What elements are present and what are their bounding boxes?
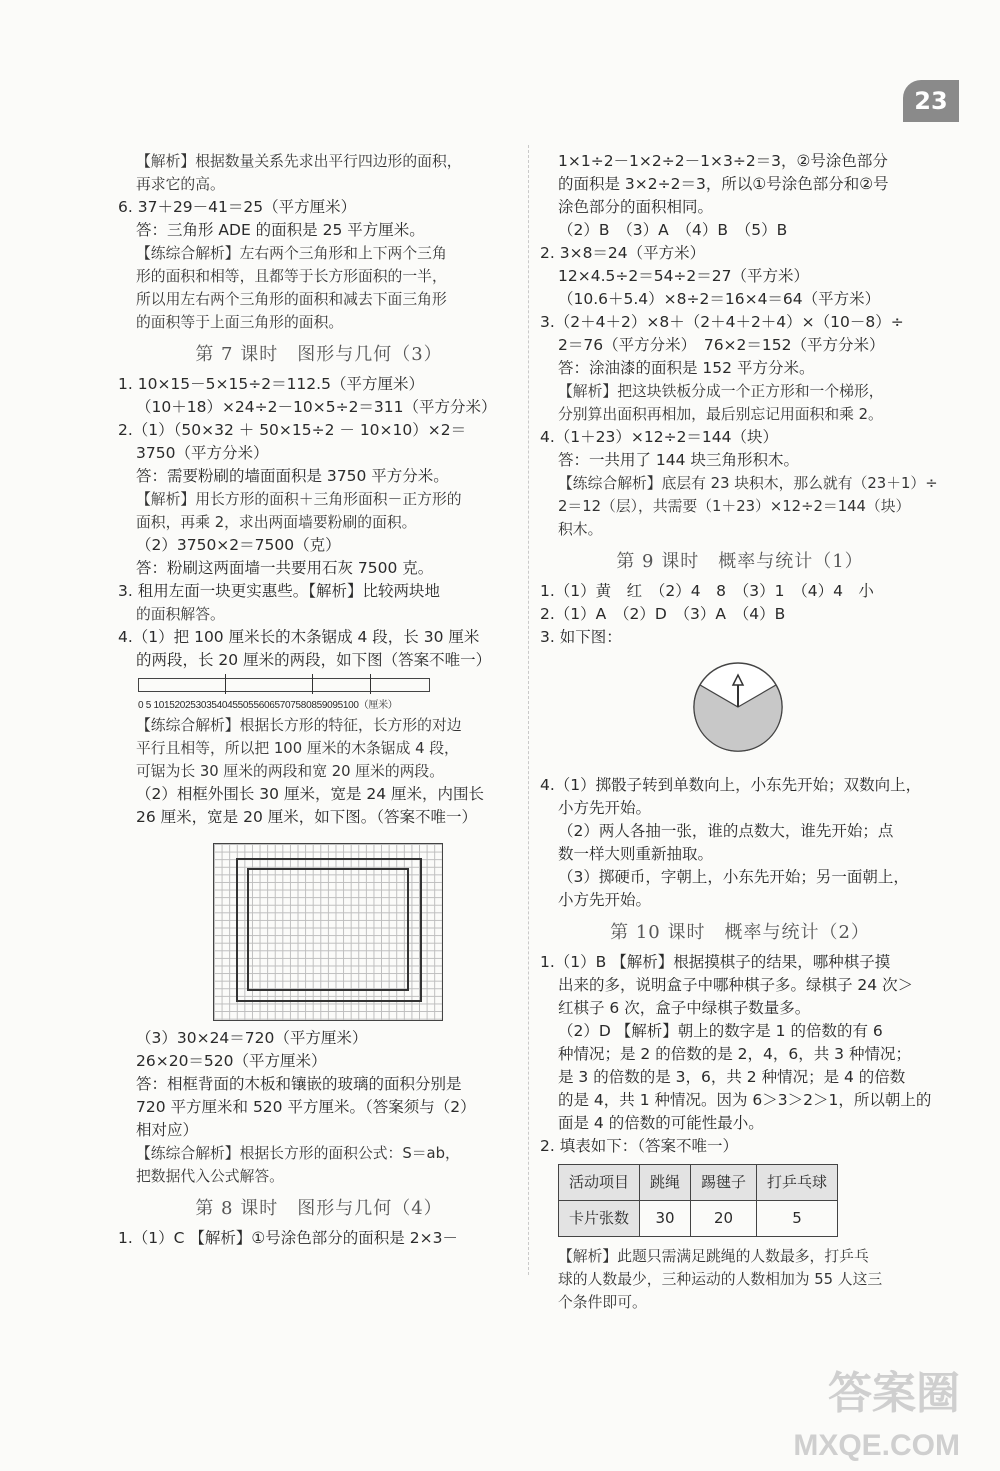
frame-inner-rect	[247, 868, 409, 991]
answer-line: 的两段，长 20 厘米的两段，如下图（答案不唯一）	[136, 651, 492, 669]
analysis-line: 【解析】用长方形的面积＋三角形面积－正方形的	[136, 491, 462, 508]
text-line: 【解析】根据数量关系先求出平行四边形的面积，	[136, 153, 462, 170]
answer-line: （2）相框外围长 30 厘米，宽是 24 厘米，内围长	[136, 785, 485, 803]
answer-line: （10＋18）×24÷2－10×5÷2＝311（平方分米）	[136, 398, 497, 416]
answer-line: 4.（1＋23）×12÷2＝144（块）	[540, 428, 779, 446]
answer-line: 4.（1）掷骰子转到单数向上，小东先开始；双数向上，	[540, 776, 922, 794]
analysis-line: 的面积等于上面三角形的面积。	[136, 314, 344, 331]
section-title-7: 第 7 课时 图形与几何（3）	[195, 344, 443, 365]
answer-line: 1×1÷2－1×2÷2－1×3÷2＝3，②号涂色部分	[558, 152, 888, 170]
answer-line: （2）两人各抽一张，谁的点数大，谁先开始；点	[558, 822, 894, 840]
analysis-line: 的面积解答。	[136, 606, 225, 623]
analysis-line: 【解析】把这块铁板分成一个正方形和一个梯形，	[558, 383, 884, 400]
table-cell: 20	[691, 1201, 757, 1237]
table-row-label: 卡片张数	[559, 1201, 640, 1237]
answer-line: 是 3 的倍数的是 3，6，共 2 种情况；是 4 的倍数	[558, 1068, 906, 1086]
answer-line: （3）掷硬币，字朝上，小东先开始；另一面朝上，	[558, 868, 909, 886]
analysis-line: 平行且相等，所以把 100 厘米的木条锯成 4 段，	[136, 740, 459, 757]
analysis-line: 分别算出面积再相加，最后别忘记用面积和乘 2。	[558, 406, 883, 423]
answer-line: 26 厘米，宽是 20 厘米，如下图。（答案不唯一）	[136, 808, 477, 826]
answer-line: 4.（1）把 100 厘米长的木条锯成 4 段，长 30 厘米	[118, 628, 480, 646]
answer-line: （2）3750×2＝7500（克）	[136, 536, 341, 554]
answer-line: 3. 租用左面一块更实惠些。【解析】比较两块地	[118, 582, 440, 600]
analysis-line: 个条件即可。	[558, 1294, 647, 1311]
text-line: 再求它的高。	[136, 176, 225, 193]
analysis-line: 2＝12（层），共需要（1＋23）×12÷2＝144（块）	[558, 498, 911, 515]
answer-line: 1. 10×15－5×15÷2＝112.5（平方厘米）	[118, 375, 424, 393]
analysis-line: 积木。	[558, 521, 603, 538]
answer-line: 小方先开始。	[558, 799, 652, 817]
frame-grid-diagram	[213, 843, 443, 1021]
spinner-diagram	[690, 659, 940, 762]
answer-line: 720 平方厘米和 520 平方厘米。（答案须与（2）	[136, 1098, 476, 1116]
analysis-line: 可锯为长 30 厘米的两段和宽 20 厘米的两段。	[136, 763, 445, 780]
answer-line: 小方先开始。	[558, 891, 652, 909]
answer-line: 1.（1）C 【解析】①号涂色部分的面积是 2×3－	[118, 1229, 458, 1247]
table-header-cell: 踢毽子	[691, 1165, 757, 1201]
table-cell: 5	[757, 1201, 838, 1237]
answer-line: 答：粉刷这两面墙一共要用石灰 7500 克。	[136, 559, 434, 577]
answer-line: （10.6＋5.4）×8÷2＝16×4＝64（平方米）	[558, 290, 881, 308]
analysis-line: 【解析】此题只需满足跳绳的人数最多，打乒乓	[558, 1248, 869, 1265]
answer-line: 答：涂油漆的面积是 152 平方分米。	[558, 359, 815, 377]
analysis-line: 把数据代入公式解答。	[136, 1168, 284, 1185]
answer-line: 1.（1）B 【解析】根据摸棋子的结果，哪种棋子摸	[540, 953, 891, 971]
analysis-line: 所以用左右两个三角形的面积和减去下面三角形	[136, 291, 447, 308]
spinner-svg	[690, 659, 786, 755]
analysis-line: 【练综合解析】底层有 23 块积木，那么就有（23＋1）÷	[558, 475, 938, 492]
answer-line: 面是 4 的倍数的可能性最小。	[558, 1114, 764, 1132]
section-title-10: 第 10 课时 概率与统计（2）	[610, 922, 870, 943]
answer-line: 2.（1）A （2）D （3）A （4）B	[540, 605, 786, 623]
ruler-cut-mark	[370, 674, 371, 694]
answer-line: 的面积是 3×2÷2＝3，所以①号涂色部分和②号	[558, 175, 889, 193]
answer-line: 出来的多，说明盒子中哪种棋子多。绿棋子 24 次＞	[558, 976, 914, 994]
ruler-tick-labels: 0 5 101520253035404550556065707580859095100（厘米）	[138, 700, 398, 711]
answer-line: （3）30×24＝720（平方厘米）	[136, 1029, 368, 1047]
answer-line: 2. 填表如下：（答案不唯一）	[540, 1137, 738, 1155]
watermark-url: MXQE.COM	[793, 1429, 960, 1462]
answer-line: （2）B （3）A （4）B （5）B	[558, 221, 788, 239]
analysis-line: 【练综合解析】根据长方形的面积公式：S＝ab，	[136, 1145, 460, 1162]
answer-line: 3750（平方分米）	[136, 444, 269, 462]
answer-line: 6. 37＋29－41＝25（平方厘米）	[118, 198, 357, 216]
watermark-logo: 答案圈	[828, 1368, 960, 1419]
answer-line: 2. 3×8＝24（平方米）	[540, 244, 706, 262]
table-row	[559, 1201, 838, 1237]
table-cell: 30	[640, 1201, 691, 1237]
table-row	[559, 1165, 838, 1201]
answer-line: 涂色部分的面积相同。	[558, 198, 714, 216]
ruler-cut-mark	[312, 674, 313, 694]
answer-line: 相对应）	[136, 1121, 199, 1139]
answer-line: 答：相框背面的木板和镶嵌的玻璃的面积分别是	[136, 1075, 462, 1093]
ruler-cut-mark	[225, 674, 226, 694]
left-column	[118, 150, 520, 1250]
answer-line: 红棋子 6 次，盒子中绿棋子数量多。	[558, 999, 811, 1017]
answer-line: （2）D 【解析】朝上的数字是 1 的倍数的有 6	[558, 1022, 883, 1040]
answer-line: 答：三角形 ADE 的面积是 25 平方厘米。	[136, 221, 425, 239]
answer-line: 数一样大则重新抽取。	[558, 845, 714, 863]
answer-line: 种情况；是 2 的倍数的是 2，4，6，共 3 种情况；	[558, 1045, 911, 1063]
answer-line: 的是 4，共 1 种情况。因为 6＞3＞2＞1，所以朝上的	[558, 1091, 932, 1109]
right-column	[540, 150, 940, 1314]
table-header-cell: 跳绳	[640, 1165, 691, 1201]
ruler-diagram	[138, 674, 520, 714]
column-divider	[528, 145, 529, 1275]
page-number: 23	[903, 80, 959, 122]
analysis-line: 球的人数最少，三种运动的人数相加为 55 人这三	[558, 1271, 883, 1288]
answer-line: 2.（1）（50×32 ＋ 50×15÷2 － 10×10）×2＝	[118, 421, 467, 439]
answer-line: 2＝76（平方分米） 76×2＝152（平方分米）	[558, 336, 885, 354]
answer-line: 1.（1）黄 红 （2）4 8 （3）1 （4）4 小	[540, 582, 874, 600]
answer-line: 12×4.5÷2＝54÷2＝27（平方米）	[558, 267, 810, 285]
answer-line: 3.（2＋4＋2）×8＋（2＋4＋2＋4）×（10－8）÷	[540, 313, 904, 331]
ruler-bar	[138, 678, 430, 692]
activity-table	[558, 1164, 838, 1237]
table-header-cell: 打乒乓球	[757, 1165, 838, 1201]
table-header-cell: 活动项目	[559, 1165, 640, 1201]
answer-line: 26×20＝520（平方厘米）	[136, 1052, 327, 1070]
analysis-line: 【练综合解析】左右两个三角形和上下两个三角	[136, 245, 447, 262]
analysis-line: 面积，再乘 2，求出两面墙要粉刷的面积。	[136, 514, 417, 531]
answer-line: 答：一共用了 144 块三角形积木。	[558, 451, 799, 469]
analysis-line: 【练综合解析】根据长方形的特征，长方形的对边	[136, 717, 462, 734]
analysis-line: 形的面积和相等，且都等于长方形面积的一半，	[136, 268, 447, 285]
section-title-9: 第 9 课时 概率与统计（1）	[616, 551, 864, 572]
answer-line: 答：需要粉刷的墙面面积是 3750 平方分米。	[136, 467, 449, 485]
section-title-8: 第 8 课时 图形与几何（4）	[195, 1198, 443, 1219]
answer-line: 3. 如下图：	[540, 628, 622, 646]
